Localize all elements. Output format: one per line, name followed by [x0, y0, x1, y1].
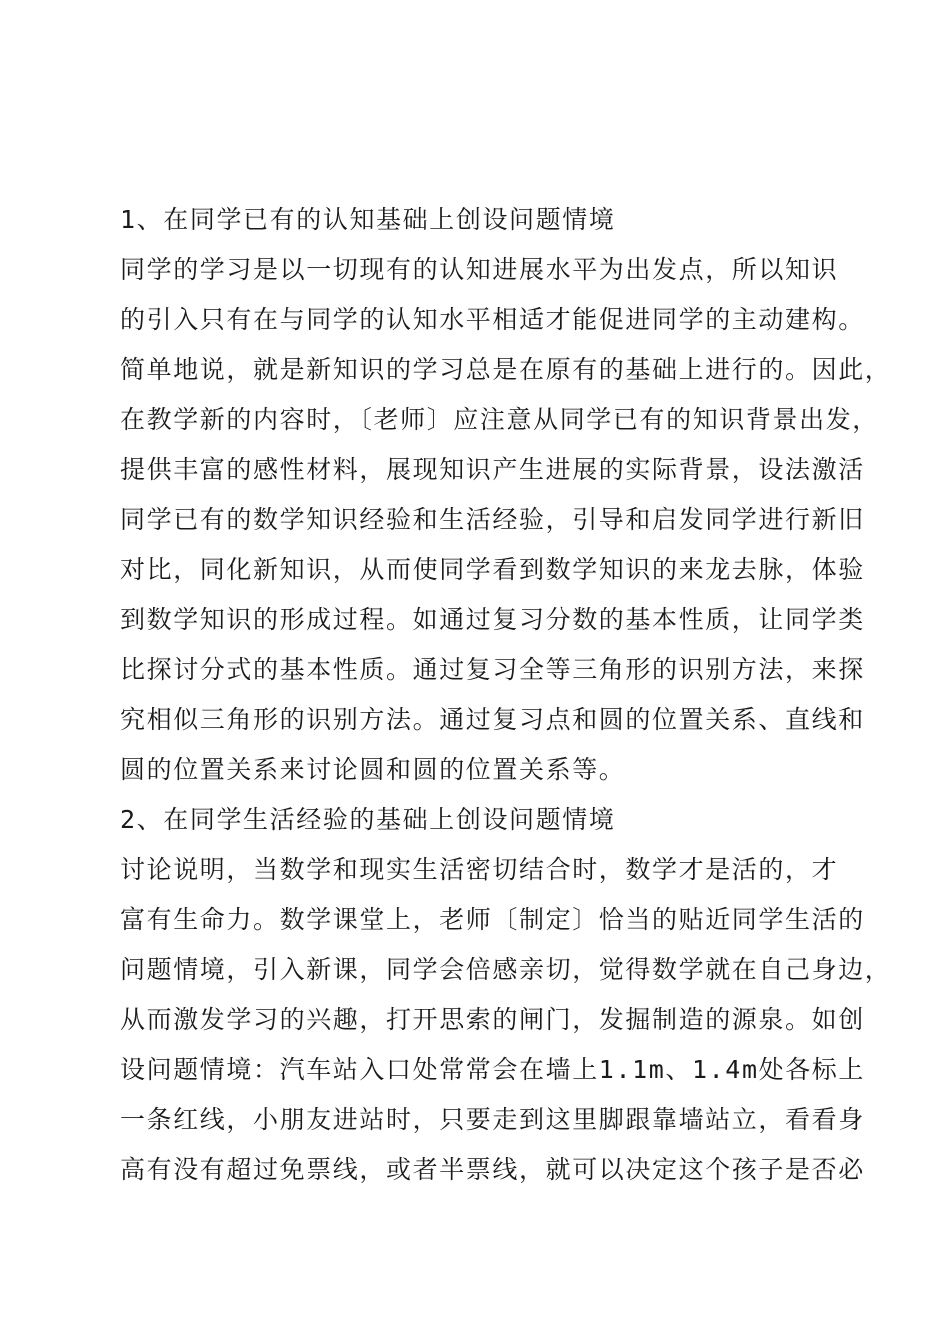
paragraph-line: 同学已有的数学知识经验和生活经验，引导和启发同学进行新旧	[120, 505, 865, 534]
paragraph-line: 对比，同化新知识，从而使同学看到数学知识的来龙去脉，体验	[120, 555, 865, 584]
paragraph-line: 比探讨分式的基本性质。通过复习全等三角形的识别方法，来探	[120, 655, 865, 684]
paragraph-line: 问题情境，引入新课，同学会倍感亲切，觉得数学就在自己身边，	[120, 955, 892, 984]
paragraph-line: 同学的学习是以一切现有的认知进展水平为出发点，所以知识	[120, 255, 839, 284]
paragraph-line: 简单地说，就是新知识的学习总是在原有的基础上进行的。因此，	[120, 355, 892, 384]
paragraph-line: 一条红线，小朋友进站时，只要走到这里脚跟靠墙站立，看看身	[120, 1105, 865, 1134]
paragraph-line: 富有生命力。数学课堂上，老师〔制定〕恰当的贴近同学生活的	[120, 905, 865, 934]
paragraph-line: 从而激发学习的兴趣，打开思索的闸门，发掘制造的源泉。如创	[120, 1005, 865, 1034]
paragraph-line: 高有没有超过免票线，或者半票线，就可以决定这个孩子是否必	[120, 1155, 865, 1184]
paragraph-line: 到数学知识的形成过程。如通过复习分数的基本性质，让同学类	[120, 605, 865, 634]
paragraph-line: 的引入只有在与同学的认知水平相适才能促进同学的主动建构。	[120, 305, 865, 334]
paragraph-line: 提供丰富的感性材料，展现知识产生进展的实际背景，设法激活	[120, 455, 865, 484]
paragraph-line: 在教学新的内容时，〔老师〕应注意从同学已有的知识背景出发，	[120, 405, 879, 434]
section-heading-2: 2、在同学生活经验的基础上创设问题情境	[120, 805, 616, 834]
paragraph-line: 讨论说明，当数学和现实生活密切结合时，数学才是活的，才	[120, 855, 839, 884]
paragraph-line: 圆的位置关系来讨论圆和圆的位置关系等。	[120, 755, 626, 784]
paragraph-line: 设问题情境：汽车站入口处常常会在墙上1.1m、1.4m处各标上	[120, 1055, 866, 1084]
paragraph-line: 究相似三角形的识别方法。通过复习点和圆的位置关系、直线和	[120, 705, 865, 734]
section-heading-1: 1、在同学已有的认知基础上创设问题情境	[120, 205, 616, 234]
